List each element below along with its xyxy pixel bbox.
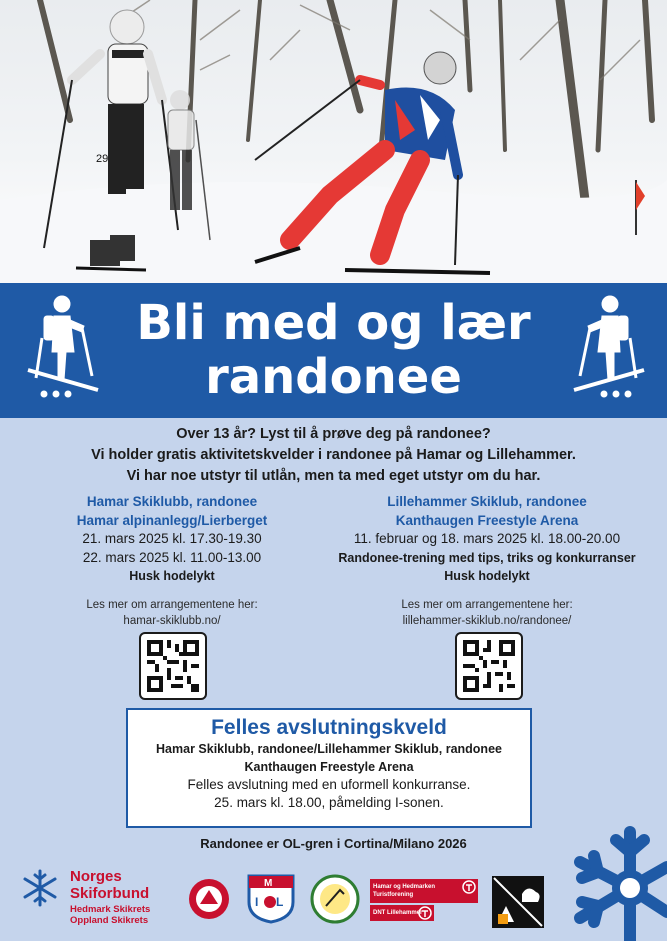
qr-code-icon [147, 640, 199, 692]
svg-text:29: 29 [96, 153, 109, 165]
lillehammer-club: Lillehammer Skiklub, randonee [387, 494, 587, 509]
nsf-districts [70, 904, 150, 926]
hamar-url[interactable]: hamar-skiklubb.no/ [123, 615, 221, 627]
hamar-qr-code[interactable] [139, 632, 207, 700]
lillehammer-url[interactable]: lillehammer-skiklub.no/randonee/ [402, 615, 572, 627]
avalanche-warning-logo [492, 876, 544, 928]
intro-line-3: Vi har noe utstyr til utlån, men ta med eget utstyr om du har. [126, 468, 541, 484]
intro-line-2: Vi holder gratis aktivitetskvelder i randonee på Hamar og Lillehammer. [91, 447, 576, 463]
lillehammer-more-label: Les mer om arrangementene her: [401, 599, 573, 611]
lillehammer-il-logo [247, 874, 295, 924]
hamar-more [22, 597, 322, 629]
lillehammer-more [337, 597, 637, 629]
svg-text:I: I [255, 895, 259, 909]
hamar-skiklubb-logo [188, 878, 230, 920]
lillehammer-skiklub-logo [310, 874, 360, 924]
dnt-t-icon [418, 906, 432, 920]
intro-line-1: Over 13 år? Lyst til å prøve deg på randonee? [176, 426, 491, 442]
snowflake-icon [560, 822, 667, 941]
final-clubs: Hamar Skiklubb, randonee/Lillehammer Skiklub, randonee [156, 742, 502, 756]
ski-mountaineer-icon [22, 292, 112, 402]
hero-photo [0, 0, 667, 283]
title-line-2: randonee [205, 349, 462, 405]
nsf-district-1: Hedmark Skikrets [70, 904, 151, 915]
qr-code-icon [463, 640, 515, 692]
hero-photo-illustration [0, 0, 667, 283]
hamar-club: Hamar Skiklubb, randonee [86, 494, 258, 509]
dnt-t-icon [462, 880, 476, 894]
hamar-date-2: 22. mars 2025 kl. 11.00-13.00 [82, 549, 262, 565]
hamar-column [22, 493, 322, 586]
final-title: Felles avslutningskveld [211, 716, 447, 739]
final-line-1: Felles avslutning med en uformell konkurranse. [187, 777, 471, 792]
final-line-2: 25. mars kl. 18.00, påmelding I-sonen. [214, 795, 444, 810]
nsf-district-2: Oppland Skikrets [70, 915, 149, 926]
hamar-note: Husk hodelykt [129, 569, 215, 583]
ski-mountaineer-icon [560, 292, 650, 402]
hamar-date-1: 21. mars 2025 kl. 17.30-19.30 [82, 531, 262, 546]
nsf-snowflake-icon [20, 868, 60, 908]
nsf-name [70, 868, 149, 902]
hamar-venue: Hamar alpinanlegg/Lierberget [76, 512, 268, 528]
lillehammer-info: Randonee-trening med tips, triks og konkurranser [338, 550, 636, 565]
final-event-box [126, 708, 532, 828]
lillehammer-note: Husk hodelykt [444, 569, 530, 583]
dnt-hamar-label: Hamar og Hedmarken Turistforening [373, 884, 436, 898]
hamar-more-label: Les mer om arrangementene her: [86, 599, 258, 611]
lillehammer-venue: Kanthaugen Freestyle Arena [395, 512, 579, 528]
final-venue: Kanthaugen Freestyle Arena [244, 760, 414, 774]
lillehammer-qr-code[interactable] [455, 632, 523, 700]
svg-text:M: M [264, 878, 273, 889]
lillehammer-column [337, 493, 637, 586]
nsf-name-line-2: Skiforbund [70, 885, 150, 902]
olympic-note: Randonee er OL-gren i Cortina/Milano 2026 [200, 836, 467, 851]
svg-text:L: L [276, 895, 284, 909]
lillehammer-date: 11. februar og 18. mars 2025 kl. 18.00-20.00 [353, 531, 621, 546]
nsf-logo [20, 866, 180, 926]
nsf-name-line-1: Norges [70, 868, 122, 885]
dnt-lillehammer-label: DNT Lillehammer [373, 910, 423, 916]
title-line-1: Bli med og lær [136, 295, 531, 351]
